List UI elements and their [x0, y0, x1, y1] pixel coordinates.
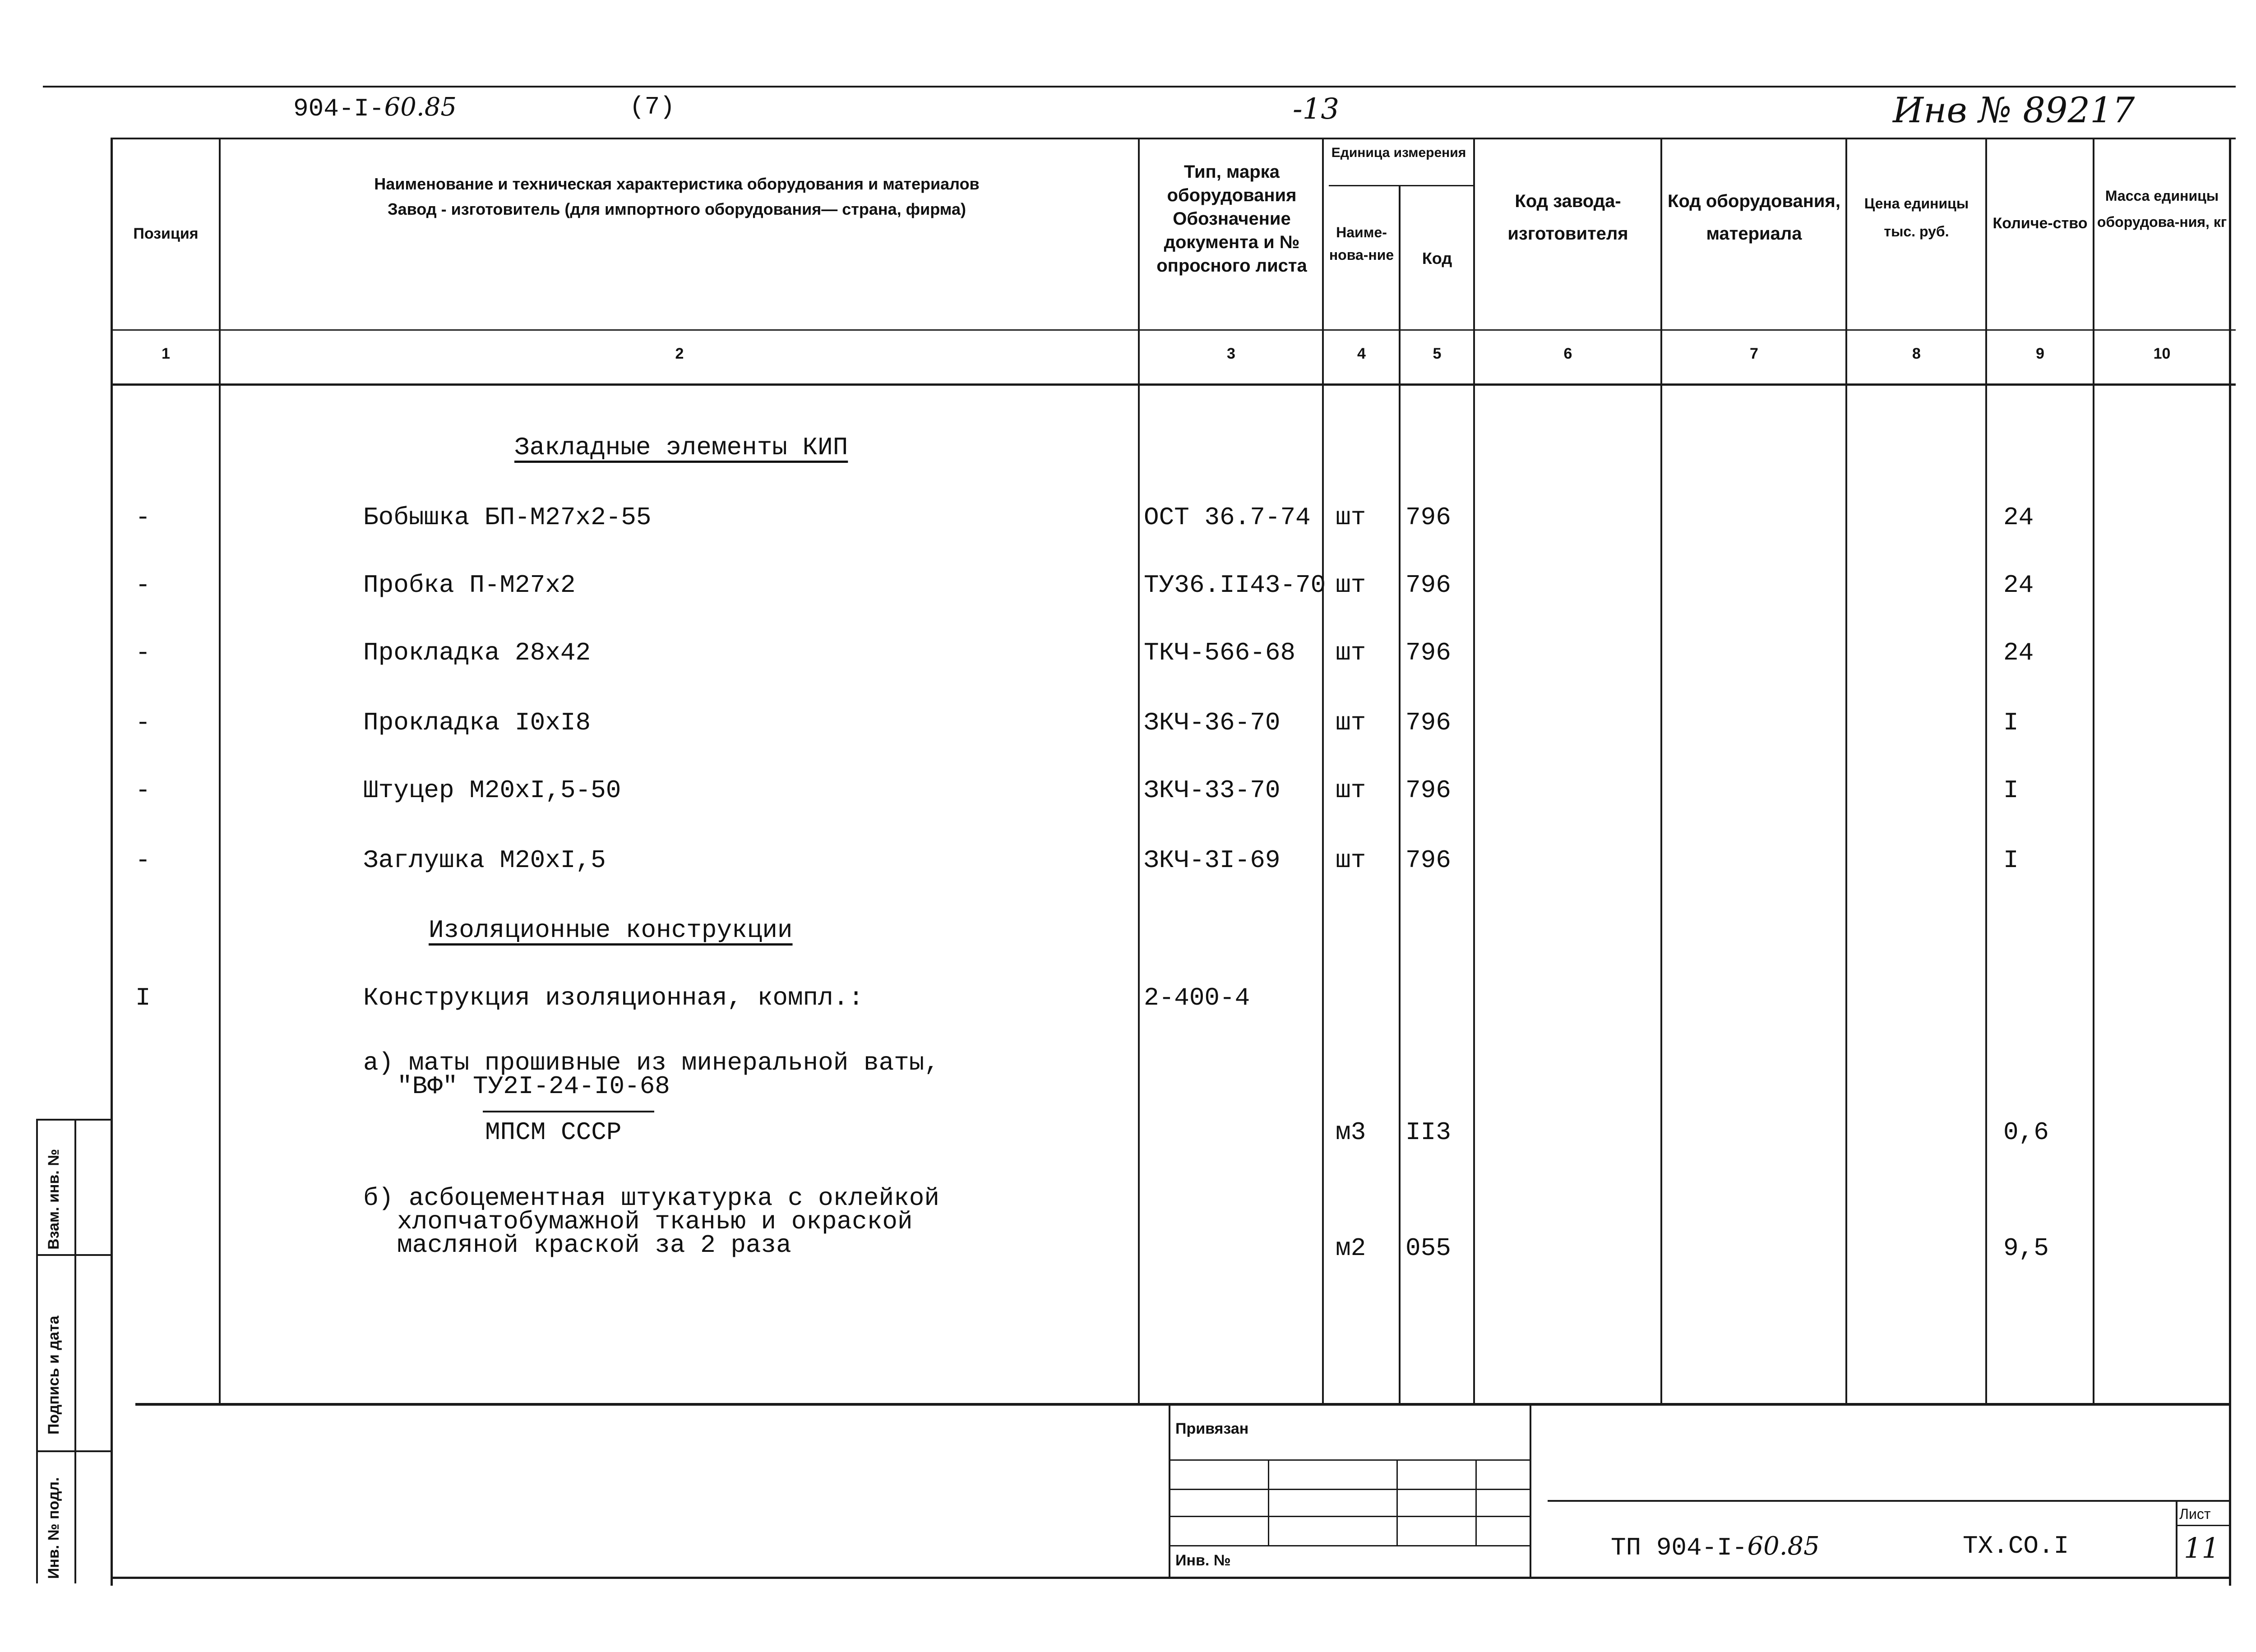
attachment-col-line-3 [1475, 1459, 1477, 1545]
row-unit-code: 796 [1405, 503, 1451, 532]
section-title-insulation: Изоляционные конструкции [429, 916, 793, 945]
row-unit-code: 796 [1405, 638, 1451, 667]
row-quantity: 24 [2003, 571, 2034, 600]
col-number-9: 9 [2036, 345, 2044, 362]
inv-no-label: Инв. № [1175, 1552, 1231, 1569]
col-number-8: 8 [1912, 345, 1921, 362]
sheet-in-parens: (7) [629, 92, 675, 121]
sheet-box-line [2176, 1500, 2177, 1577]
doc-code-top [293, 92, 457, 123]
stamp-bottom-line [111, 1577, 2231, 1579]
col-number-1: 1 [162, 345, 170, 362]
col-divider-8 [1985, 138, 1987, 1405]
subitem-a-separator [483, 1111, 654, 1112]
page-number: -13 [1293, 92, 1340, 126]
top-border-line [43, 86, 2236, 88]
row-unit-code: 055 [1405, 1234, 1451, 1263]
stamp-doc-handwritten: 60.85 [1747, 1532, 1820, 1561]
row-quantity: 24 [2003, 638, 2034, 667]
header-name: Наименование и техническая характеристика оборудования и материалов Завод - изготовитель (для импортного оборудования— страна, фирма) [374, 175, 980, 218]
attached-label: Привязан [1175, 1420, 1249, 1437]
row-unit: шт [1336, 571, 1366, 600]
header-material-code: Код оборудования, материала [1668, 191, 1840, 244]
col-divider-4 [1399, 185, 1401, 1405]
row-name: Прокладка I0хI8 [363, 708, 591, 737]
col-divider-7 [1845, 138, 1847, 1405]
sheet-number: 11 [2184, 1532, 2219, 1564]
doc-code-prefix: 904-I- [293, 94, 384, 123]
sheet-label: Лист [2179, 1506, 2211, 1522]
row-quantity: I [2003, 708, 2019, 737]
col-divider-5 [1473, 138, 1475, 1405]
row-type: ТКЧ-566-68 [1144, 638, 1296, 667]
side-stamp-divider-2 [36, 1450, 113, 1452]
row-position: - [135, 638, 151, 667]
header-quantity: Количе-ство [1992, 215, 2088, 232]
unit-subheader-line [1329, 185, 1473, 186]
row-unit: шт [1336, 638, 1366, 667]
col-divider-6 [1660, 138, 1662, 1405]
row-unit: м3 [1336, 1118, 1366, 1147]
row-unit: шт [1336, 503, 1366, 532]
row-unit: м2 [1336, 1234, 1366, 1263]
row-unit-code: 796 [1405, 776, 1451, 805]
doc-code-stamp [1611, 1532, 1820, 1562]
row-position: - [135, 571, 151, 600]
row-unit: шт [1336, 846, 1366, 875]
row-unit-code: 796 [1405, 571, 1451, 600]
sheet-box-divider [2176, 1525, 2229, 1526]
subitem-b-line-3: масляной краской за 2 раза [397, 1231, 791, 1260]
stamp-top-line [135, 1403, 2229, 1406]
header-unit-name: Наиме-нова-ние [1329, 224, 1394, 263]
col-number-6: 6 [1563, 345, 1572, 362]
col-number-5: 5 [1433, 345, 1442, 362]
col-number-3: 3 [1227, 345, 1235, 362]
row-position: I [135, 983, 151, 1012]
row-unit-code: 796 [1405, 846, 1451, 875]
header-mass: Масса единицы оборудова-ния, кг [2097, 188, 2227, 230]
header-price: Цена единицы тыс. руб. [1864, 195, 1969, 240]
row-quantity: I [2003, 846, 2019, 875]
col-divider-9 [2093, 138, 2094, 1405]
col-number-7: 7 [1750, 345, 1758, 362]
subitem-b-line-2: хлопчатобумажной тканью и окраской [397, 1207, 913, 1236]
row-quantity: I [2003, 776, 2019, 805]
row-unit-code: 796 [1405, 708, 1451, 737]
attachment-row-line-4 [1169, 1545, 1530, 1546]
row-type: 2-400-4 [1144, 983, 1250, 1012]
row-position: - [135, 503, 151, 532]
row-name: Прокладка 28х42 [363, 638, 591, 667]
header-bottom-line [111, 329, 2236, 331]
row-quantity: 9,5 [2003, 1234, 2049, 1263]
row-name: Конструкция изоляционная, компл.: [363, 983, 864, 1012]
row-quantity: 0,6 [2003, 1118, 2049, 1147]
col-divider-2 [1138, 138, 1140, 1405]
header-unit: Единица измерения [1331, 145, 1466, 160]
row-position: - [135, 846, 151, 875]
side-stamp-mid-line [74, 1119, 76, 1583]
col-number-4: 4 [1357, 345, 1366, 362]
col-number-10: 10 [2153, 345, 2171, 362]
side-stamp-divider-1 [36, 1254, 113, 1256]
attachment-col-line-1 [1268, 1459, 1269, 1545]
table-top-line [111, 138, 2236, 139]
side-label-inv-podl: Инв. № подл. [45, 1477, 62, 1579]
row-unit: шт [1336, 776, 1366, 805]
row-name: Штуцер М20хI,5-50 [363, 776, 621, 805]
doc-mark: ТХ.СО.I [1963, 1532, 2069, 1560]
row-name: Бобышка БП-М27х2-55 [363, 503, 652, 532]
numbers-bottom-line [111, 383, 2236, 386]
col-divider-3 [1322, 138, 1324, 1405]
header-factory-code: Код завода-изготовителя [1507, 191, 1628, 244]
header-type: Тип, марка оборудования Обозначение документа и № опросного листа [1156, 162, 1307, 276]
header-position: Позиция [133, 225, 199, 242]
subitem-a-line-3: МПСМ СССР [485, 1118, 622, 1147]
row-type: ОСТ 36.7-74 [1144, 503, 1311, 532]
row-name: Заглушка М20хI,5 [363, 846, 606, 875]
subitem-a-line-1: а) маты прошивные из минеральной ваты, [363, 1048, 940, 1077]
stamp-doc-prefix: ТП 904-I- [1611, 1533, 1747, 1562]
attachment-right-line [1530, 1403, 1531, 1577]
header-unit-code: Код [1422, 249, 1452, 268]
row-quantity: 24 [2003, 503, 2034, 532]
side-stamp-top-line [36, 1119, 113, 1121]
row-position: - [135, 776, 151, 805]
subitem-a-line-2: "ВФ" ТУ2I-24-I0-68 [397, 1072, 670, 1101]
title-block-line [1548, 1500, 2229, 1502]
doc-code-handwritten: 60.85 [384, 92, 457, 122]
section-title-embedded: Закладные элементы КИП [514, 433, 848, 462]
subitem-b-line-1: б) асбоцементная штукатурка с оклейкой [363, 1184, 940, 1213]
table-right-border [2229, 138, 2231, 1586]
row-type: ЗКЧ-3I-69 [1144, 846, 1281, 875]
row-type: ЗКЧ-36-70 [1144, 708, 1281, 737]
row-type: ТУ36.II43-70 [1144, 571, 1326, 600]
col-divider-1 [219, 138, 221, 1405]
side-label-vzam: Взам. инв. № [45, 1149, 62, 1250]
row-name: Пробка П-М27х2 [363, 571, 576, 600]
row-unit: шт [1336, 708, 1366, 737]
side-label-podpis: Подпись и дата [45, 1315, 62, 1435]
row-position: - [135, 708, 151, 737]
row-type: ЗКЧ-33-70 [1144, 776, 1281, 805]
inventory-number: Инв № 89217 [1893, 90, 2135, 131]
side-stamp-left-line [36, 1119, 38, 1583]
attachment-col-line-2 [1396, 1459, 1398, 1545]
row-unit-code: II3 [1405, 1118, 1451, 1147]
col-number-2: 2 [675, 345, 684, 362]
